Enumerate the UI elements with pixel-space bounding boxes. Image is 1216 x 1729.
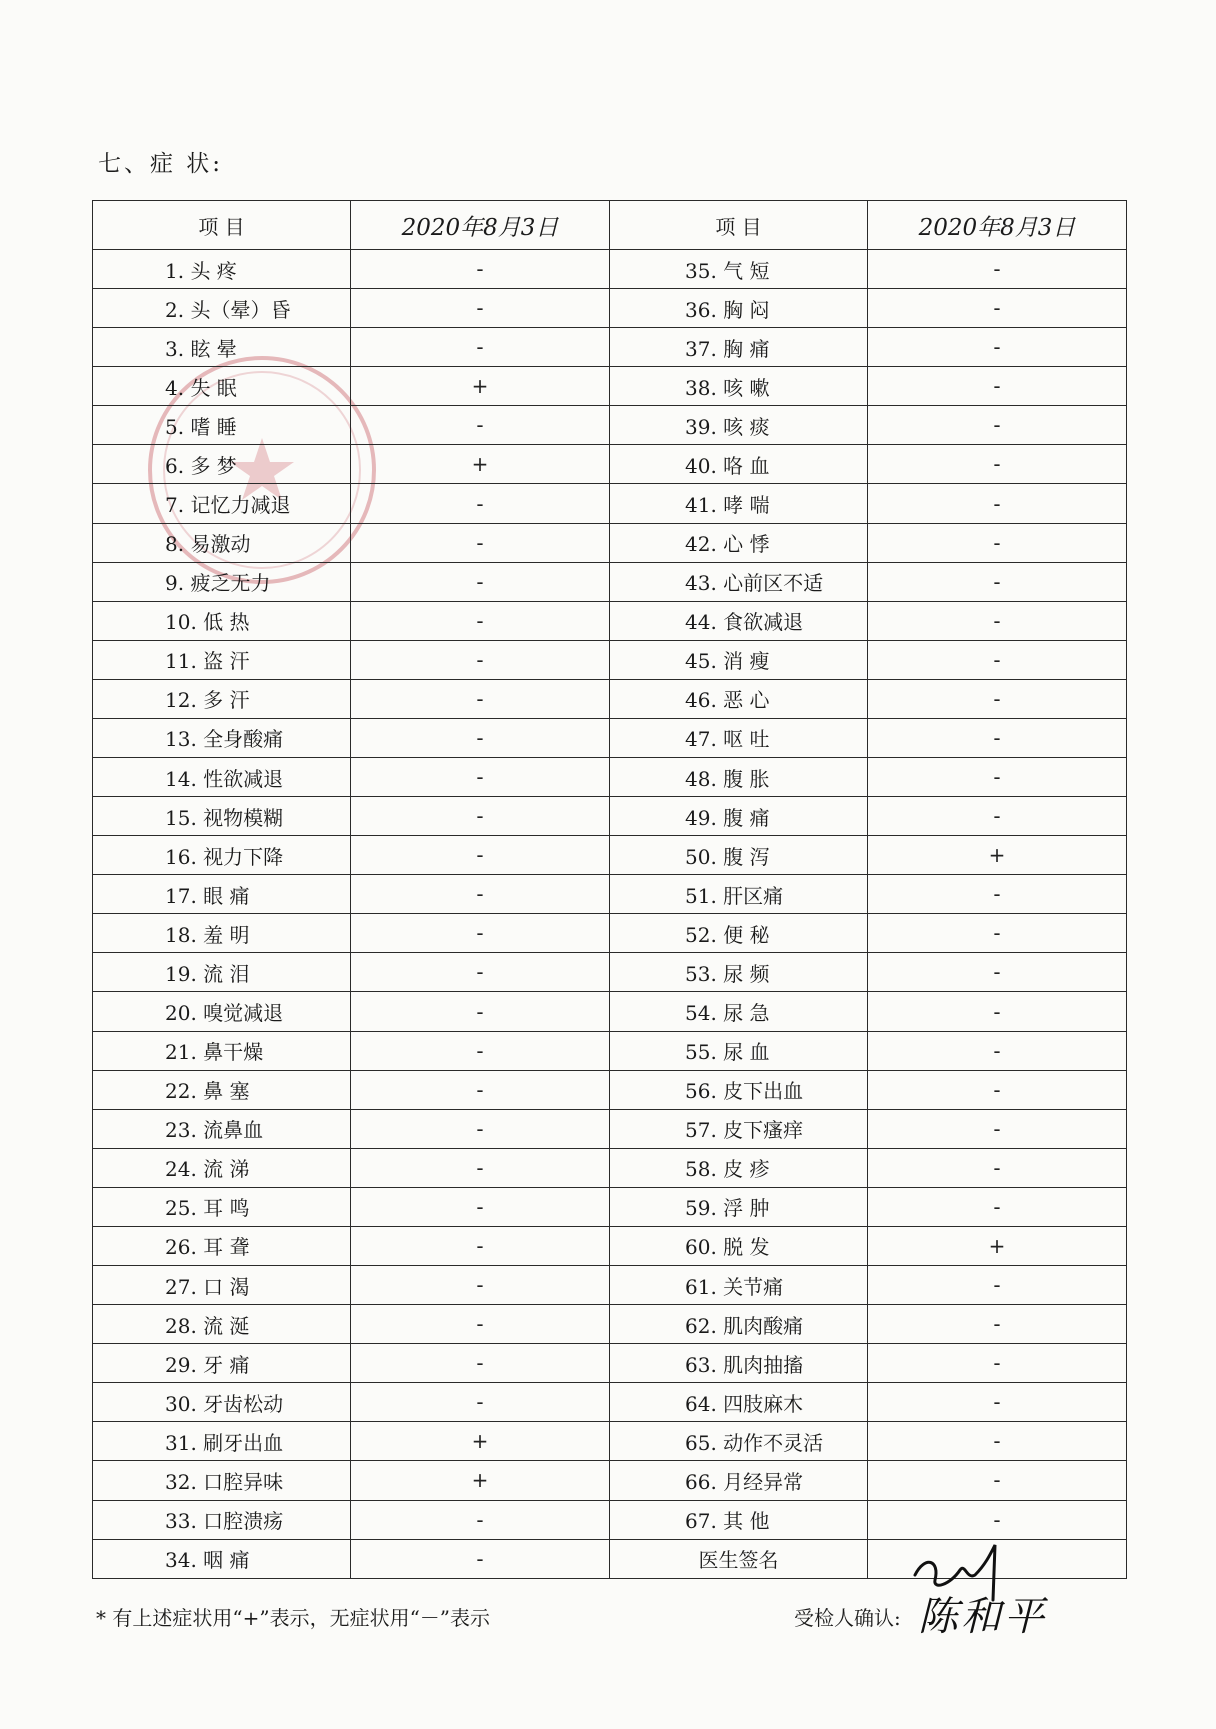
symptom-mark: - bbox=[868, 1109, 1127, 1148]
symptom-mark: - bbox=[351, 718, 610, 757]
symptom-mark: - bbox=[868, 1266, 1127, 1305]
symptom-mark: - bbox=[351, 289, 610, 328]
table-row bbox=[93, 797, 1127, 836]
table-row bbox=[93, 367, 1127, 406]
symptom-label: 41. 哮 喘 bbox=[610, 484, 868, 523]
symptom-table bbox=[92, 200, 1127, 1579]
table-row bbox=[93, 289, 1127, 328]
doctor-signature-label: 医生签名 bbox=[610, 1539, 868, 1578]
symptom-label: 4. 失 眠 bbox=[93, 367, 351, 406]
symptom-label: 46. 恶 心 bbox=[610, 679, 868, 718]
symptom-mark: - bbox=[868, 718, 1127, 757]
symptom-mark: - bbox=[351, 953, 610, 992]
symptom-label: 12. 多 汗 bbox=[93, 679, 351, 718]
symptom-label: 5. 嗜 睡 bbox=[93, 406, 351, 445]
symptom-label: 37. 胸 痛 bbox=[610, 328, 868, 367]
symptom-mark: - bbox=[868, 1305, 1127, 1344]
symptom-mark: - bbox=[868, 992, 1127, 1031]
symptom-mark: - bbox=[868, 406, 1127, 445]
table-row bbox=[93, 328, 1127, 367]
symptom-mark: - bbox=[351, 1109, 610, 1148]
symptom-label: 48. 腹 胀 bbox=[610, 758, 868, 797]
symptom-mark: - bbox=[868, 1461, 1127, 1500]
symptom-label: 40. 咯 血 bbox=[610, 445, 868, 484]
section-number: 七、 bbox=[98, 151, 150, 177]
table-row bbox=[93, 836, 1127, 875]
symptom-label: 29. 牙 痛 bbox=[93, 1344, 351, 1383]
symptom-label: 58. 皮 疹 bbox=[610, 1148, 868, 1187]
table-row bbox=[93, 1148, 1127, 1187]
symptom-mark: - bbox=[868, 484, 1127, 523]
symptom-mark: + bbox=[868, 836, 1127, 875]
symptom-label: 38. 咳 嗽 bbox=[610, 367, 868, 406]
symptom-label: 57. 皮下瘙痒 bbox=[610, 1109, 868, 1148]
symptom-label: 42. 心 悸 bbox=[610, 523, 868, 562]
examinee-signature: 陈和平 bbox=[918, 1594, 1047, 1640]
symptom-label: 47. 呕 吐 bbox=[610, 718, 868, 757]
symptom-mark: + bbox=[351, 1461, 610, 1500]
table-row bbox=[93, 562, 1127, 601]
table-row bbox=[93, 1422, 1127, 1461]
symptom-mark: - bbox=[351, 1539, 610, 1578]
symptom-label: 24. 流 涕 bbox=[93, 1148, 351, 1187]
symptom-label: 3. 眩 晕 bbox=[93, 328, 351, 367]
symptom-label: 16. 视力下降 bbox=[93, 836, 351, 875]
table-row bbox=[93, 718, 1127, 757]
symptom-label: 35. 气 短 bbox=[610, 250, 868, 289]
symptom-label: 44. 食欲减退 bbox=[610, 601, 868, 640]
symptom-mark: - bbox=[351, 562, 610, 601]
symptom-mark: - bbox=[351, 1305, 610, 1344]
symptom-mark: - bbox=[351, 484, 610, 523]
symptom-mark: - bbox=[868, 250, 1127, 289]
symptom-mark: - bbox=[351, 1070, 610, 1109]
symptom-mark: - bbox=[351, 640, 610, 679]
symptom-label: 36. 胸 闷 bbox=[610, 289, 868, 328]
footnote: * 有上述症状用“+”表示，无症状用“－”表示 bbox=[96, 1606, 491, 1630]
table-row bbox=[93, 1070, 1127, 1109]
symptom-label: 17. 眼 痛 bbox=[93, 875, 351, 914]
symptom-label: 14. 性欲减退 bbox=[93, 758, 351, 797]
table-row bbox=[93, 1500, 1127, 1539]
symptom-mark: - bbox=[868, 562, 1127, 601]
symptom-mark: - bbox=[868, 875, 1127, 914]
symptom-mark: + bbox=[351, 367, 610, 406]
symptom-label: 21. 鼻干燥 bbox=[93, 1031, 351, 1070]
symptom-label: 11. 盗 汗 bbox=[93, 640, 351, 679]
symptom-mark: - bbox=[351, 406, 610, 445]
symptom-label: 34. 咽 痛 bbox=[93, 1539, 351, 1578]
symptom-mark: - bbox=[351, 758, 610, 797]
symptom-label: 30. 牙齿松动 bbox=[93, 1383, 351, 1422]
table-row bbox=[93, 1187, 1127, 1226]
symptom-label: 7. 记忆力减退 bbox=[93, 484, 351, 523]
symptom-label: 27. 口 渴 bbox=[93, 1266, 351, 1305]
table-row bbox=[93, 1344, 1127, 1383]
symptom-label: 43. 心前区不适 bbox=[610, 562, 868, 601]
section-title: 症 状: bbox=[150, 151, 224, 177]
symptom-label: 59. 浮 肿 bbox=[610, 1187, 868, 1226]
table-row bbox=[93, 1226, 1127, 1265]
symptom-label: 60. 脱 发 bbox=[610, 1226, 868, 1265]
section-heading bbox=[98, 145, 223, 178]
table-row bbox=[93, 992, 1127, 1031]
symptom-label: 62. 肌肉酸痛 bbox=[610, 1305, 868, 1344]
symptom-mark: + bbox=[351, 1422, 610, 1461]
table-row bbox=[93, 679, 1127, 718]
symptom-label: 45. 消 瘦 bbox=[610, 640, 868, 679]
symptom-label: 10. 低 热 bbox=[93, 601, 351, 640]
symptom-label: 18. 羞 明 bbox=[93, 914, 351, 953]
table-row bbox=[93, 484, 1127, 523]
symptom-mark: - bbox=[351, 797, 610, 836]
symptom-mark: - bbox=[868, 797, 1127, 836]
symptom-mark: - bbox=[868, 523, 1127, 562]
symptom-mark: - bbox=[351, 1226, 610, 1265]
header-date-right: 2020年8月3日 bbox=[868, 201, 1127, 250]
symptom-mark: - bbox=[868, 328, 1127, 367]
symptom-label: 55. 尿 血 bbox=[610, 1031, 868, 1070]
table-row bbox=[93, 250, 1127, 289]
symptom-label: 8. 易激动 bbox=[93, 523, 351, 562]
symptom-label: 25. 耳 鸣 bbox=[93, 1187, 351, 1226]
symptom-mark: - bbox=[868, 1187, 1127, 1226]
header-item-left: 项 目 bbox=[93, 201, 351, 250]
symptom-label: 28. 流 涎 bbox=[93, 1305, 351, 1344]
symptom-mark: - bbox=[868, 953, 1127, 992]
table-row bbox=[93, 601, 1127, 640]
symptom-mark: - bbox=[351, 250, 610, 289]
symptom-label: 2. 头（晕）昏 bbox=[93, 289, 351, 328]
table-header-row bbox=[93, 201, 1127, 250]
symptom-label: 56. 皮下出血 bbox=[610, 1070, 868, 1109]
symptom-mark: - bbox=[351, 836, 610, 875]
symptom-mark: - bbox=[351, 601, 610, 640]
symptom-label: 31. 刷牙出血 bbox=[93, 1422, 351, 1461]
symptom-mark: + bbox=[868, 1226, 1127, 1265]
symptom-label: 49. 腹 痛 bbox=[610, 797, 868, 836]
table-row bbox=[93, 445, 1127, 484]
confirm-label: 受检人确认: bbox=[794, 1606, 901, 1630]
symptom-mark: - bbox=[351, 1344, 610, 1383]
symptom-mark: - bbox=[868, 289, 1127, 328]
header-date-left: 2020年8月3日 bbox=[351, 201, 610, 250]
symptom-label: 65. 动作不灵活 bbox=[610, 1422, 868, 1461]
symptom-mark: - bbox=[868, 601, 1127, 640]
symptom-label: 53. 尿 频 bbox=[610, 953, 868, 992]
table-row bbox=[93, 1461, 1127, 1500]
symptom-mark: - bbox=[868, 914, 1127, 953]
symptom-label: 26. 耳 聋 bbox=[93, 1226, 351, 1265]
symptom-mark: - bbox=[868, 1383, 1127, 1422]
symptom-label: 15. 视物模糊 bbox=[93, 797, 351, 836]
table-row bbox=[93, 1383, 1127, 1422]
table-row bbox=[93, 758, 1127, 797]
symptom-mark: - bbox=[351, 1148, 610, 1187]
symptom-label: 9. 疲乏无力 bbox=[93, 562, 351, 601]
symptom-label: 67. 其 他 bbox=[610, 1500, 868, 1539]
symptom-mark: - bbox=[868, 445, 1127, 484]
symptom-label: 23. 流鼻血 bbox=[93, 1109, 351, 1148]
symptom-mark: - bbox=[351, 1031, 610, 1070]
symptom-mark: - bbox=[868, 679, 1127, 718]
symptom-mark: - bbox=[868, 1344, 1127, 1383]
table-row bbox=[93, 1266, 1127, 1305]
symptom-mark: + bbox=[351, 445, 610, 484]
symptom-mark: - bbox=[868, 1500, 1127, 1539]
table-row bbox=[93, 406, 1127, 445]
symptom-label: 66. 月经异常 bbox=[610, 1461, 868, 1500]
symptom-label: 1. 头 疼 bbox=[93, 250, 351, 289]
table-row bbox=[93, 875, 1127, 914]
symptom-mark: - bbox=[351, 1266, 610, 1305]
symptom-mark: - bbox=[351, 875, 610, 914]
symptom-mark: - bbox=[868, 1422, 1127, 1461]
symptom-label: 20. 嗅觉减退 bbox=[93, 992, 351, 1031]
table-row bbox=[93, 523, 1127, 562]
symptom-label: 52. 便 秘 bbox=[610, 914, 868, 953]
symptom-mark: - bbox=[351, 679, 610, 718]
symptom-label: 33. 口腔溃疡 bbox=[93, 1500, 351, 1539]
symptom-mark: - bbox=[351, 992, 610, 1031]
table-row bbox=[93, 1305, 1127, 1344]
symptom-mark: - bbox=[351, 1187, 610, 1226]
symptom-label: 63. 肌肉抽搐 bbox=[610, 1344, 868, 1383]
table-row bbox=[93, 1109, 1127, 1148]
symptom-label: 61. 关节痛 bbox=[610, 1266, 868, 1305]
table-row bbox=[93, 914, 1127, 953]
symptom-label: 64. 四肢麻木 bbox=[610, 1383, 868, 1422]
table-row bbox=[93, 640, 1127, 679]
symptom-label: 54. 尿 急 bbox=[610, 992, 868, 1031]
table-row bbox=[93, 1031, 1127, 1070]
symptom-mark: - bbox=[868, 367, 1127, 406]
symptom-label: 13. 全身酸痛 bbox=[93, 718, 351, 757]
symptom-mark: - bbox=[868, 1148, 1127, 1187]
symptom-label: 6. 多 梦 bbox=[93, 445, 351, 484]
symptom-label: 50. 腹 泻 bbox=[610, 836, 868, 875]
symptom-mark: - bbox=[868, 758, 1127, 797]
symptom-mark: - bbox=[868, 1070, 1127, 1109]
symptom-mark: - bbox=[868, 640, 1127, 679]
symptom-label: 51. 肝区痛 bbox=[610, 875, 868, 914]
symptom-label: 39. 咳 痰 bbox=[610, 406, 868, 445]
symptom-label: 22. 鼻 塞 bbox=[93, 1070, 351, 1109]
symptom-mark: - bbox=[351, 914, 610, 953]
symptom-mark: - bbox=[351, 328, 610, 367]
header-item-right: 项 目 bbox=[610, 201, 868, 250]
table-row bbox=[93, 953, 1127, 992]
symptom-mark: - bbox=[351, 1383, 610, 1422]
symptom-mark: - bbox=[351, 1500, 610, 1539]
symptom-mark: - bbox=[351, 523, 610, 562]
symptom-label: 19. 流 泪 bbox=[93, 953, 351, 992]
symptom-mark: - bbox=[868, 1031, 1127, 1070]
symptom-label: 32. 口腔异味 bbox=[93, 1461, 351, 1500]
